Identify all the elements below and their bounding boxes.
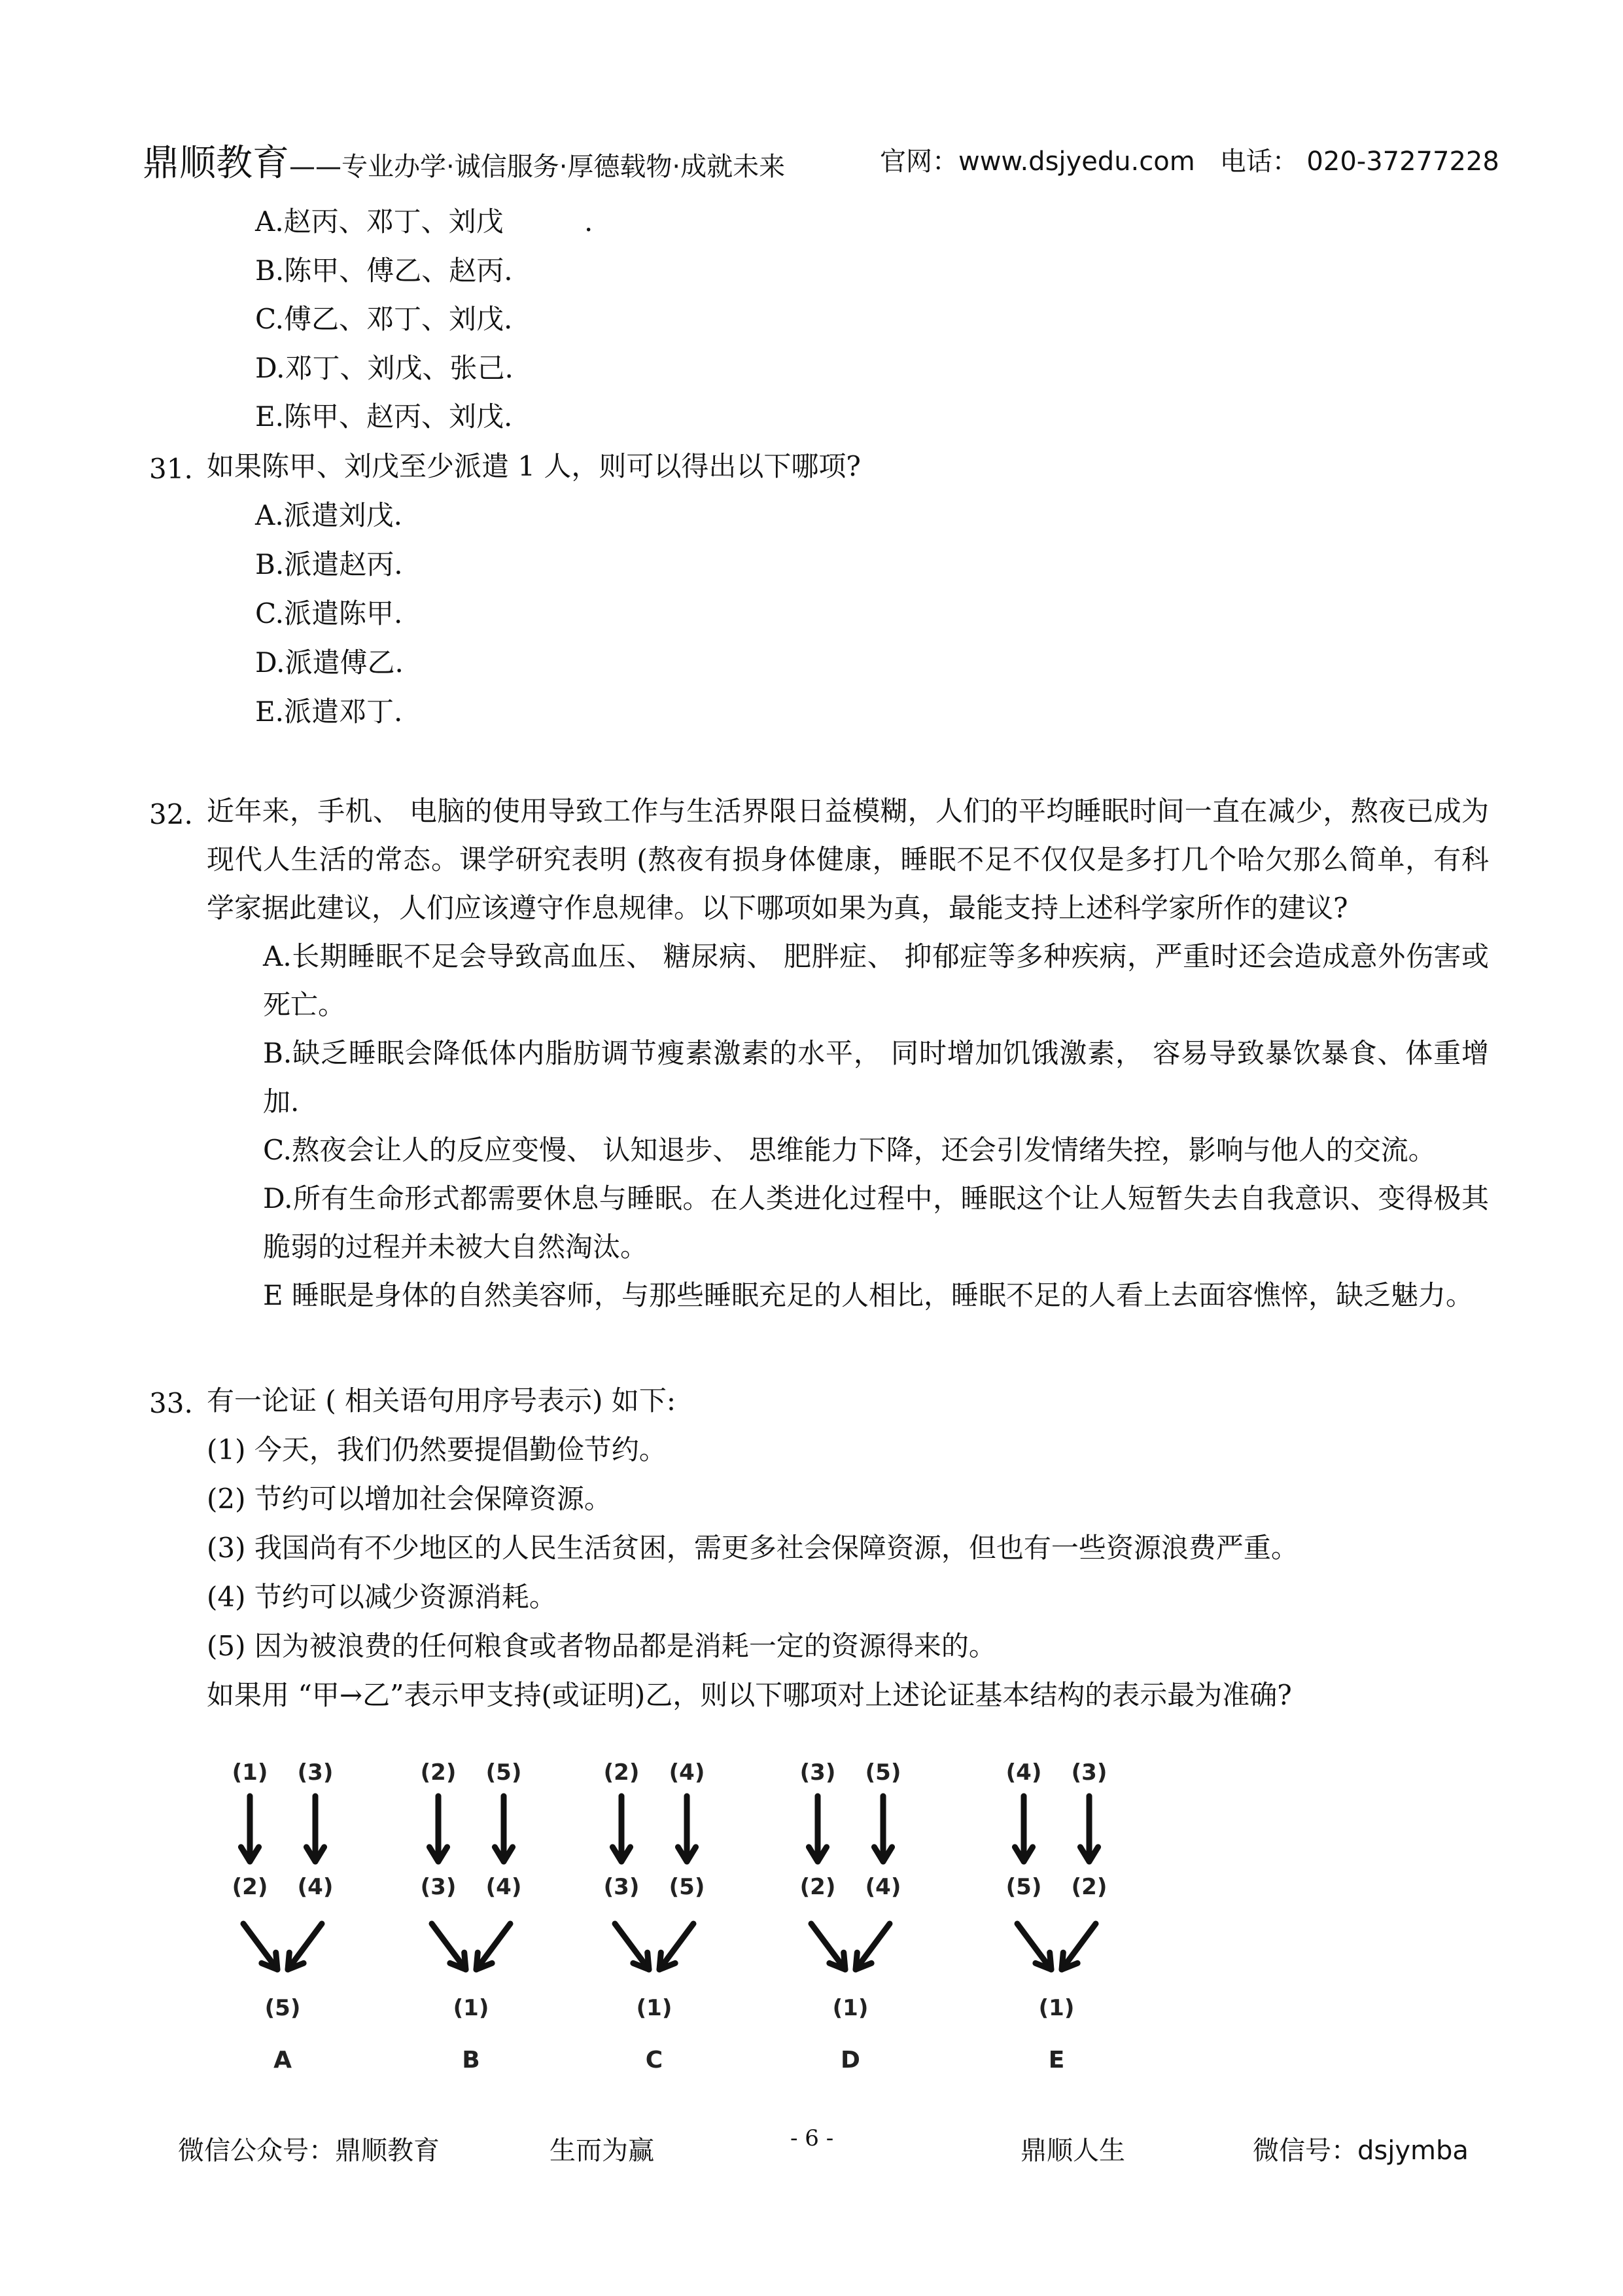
phone-text: 电话： 020-37277228 — [1219, 147, 1499, 177]
diagram-e-mid-right: (2) — [1071, 1874, 1108, 1900]
diagram-b-mid-right: (4) — [485, 1874, 522, 1900]
diagram-a-converge-arrow-right — [288, 1924, 322, 1969]
page-number: - 6 - — [790, 2125, 834, 2151]
diagram-d-converge-arrow-right — [856, 1924, 890, 1969]
diagram-b-bottom: (1) — [453, 1995, 489, 2021]
diagram-e-bottom: (1) — [1038, 1995, 1075, 2021]
diagram-b-top-right: (5) — [485, 1759, 522, 1786]
q31-option-b: B.派遣赵丙. — [255, 548, 403, 580]
q33-diagram-figure — [196, 1734, 1178, 2087]
diagram-d-top-right: (5) — [865, 1759, 901, 1786]
header-brand — [143, 134, 785, 186]
q31-option-c: C.派遣陈甲. — [255, 597, 403, 629]
diagram-e-mid-left: (5) — [1005, 1874, 1042, 1900]
diagram-b-converge-arrow-left — [432, 1924, 466, 1969]
diagram-d-letter: D — [841, 2047, 860, 2074]
diagram-a-letter: A — [273, 2047, 292, 2074]
diagram-b-letter: B — [462, 2047, 480, 2074]
q31-number: 31. — [149, 453, 193, 485]
q32-option-b: B.缺乏睡眠会降低体内脂肪调节瘦素激素的水平， 同时增加饥饿激素， 容易导致暴饮暴食、体重增加. — [263, 1037, 1489, 1118]
diagram-a-down-arrow-left — [241, 1796, 258, 1862]
q31-option-d: D.派遣傅乙. — [255, 646, 404, 679]
diagram-c-letter: C — [645, 2047, 663, 2074]
q33-statement-4: (4) 节约可以减少资源消耗。 — [207, 1581, 557, 1613]
q33-statement-5: (5) 因为被浪费的任何粮食或者物品都是消耗一定的资源得来的。 — [207, 1630, 996, 1662]
diagram-b-top-left: (2) — [420, 1759, 457, 1786]
q33-number: 33. — [149, 1387, 193, 1419]
diagram-c-top-right: (4) — [669, 1759, 705, 1786]
diagram-e-top-right: (3) — [1071, 1759, 1108, 1786]
diagram-c-down-arrow-left — [612, 1796, 630, 1862]
q32-option-c: C.熬夜会让人的反应变慢、 认知退步、 思维能力下降，还会引发情绪失控，影响与他人的交流。 — [263, 1134, 1436, 1166]
q32-option-a: A.长期睡眠不足会导致高血压、 糖尿病、 肥胖症、 抑郁症等多种疾病，严重时还会造成意外伤害或死亡。 — [263, 940, 1489, 1021]
diagram-e-down-arrow-left — [1015, 1796, 1032, 1862]
website-text: 官网：www.dsjyedu.com — [880, 147, 1195, 177]
q32-option-d: D.所有生命形式都需要休息与睡眠。在人类进化过程中，睡眠这个让人短暂失去自我意识、变得极其脆弱的过程并未被大自然淘汰。 — [263, 1182, 1489, 1263]
diagram-a-top-right: (3) — [297, 1759, 334, 1786]
header-contact — [880, 141, 1499, 178]
brand-slogan: ——专业办学·诚信服务·厚德载物·成就未来 — [289, 152, 786, 182]
diagram-e-down-arrow-right — [1080, 1796, 1098, 1862]
q30-option-e: E.陈甲、赵丙、刘戊. — [255, 400, 513, 433]
q33-question: 如果用 “甲→乙”表示甲支持(或证明)乙，则以下哪项对上述论证基本结构的表示最为准确? — [207, 1679, 1292, 1711]
q31-option-e: E.派遣邓丁. — [255, 696, 403, 728]
footer-motto: 生而为赢 — [550, 2136, 654, 2166]
diagram-e-converge-arrow-left — [1017, 1924, 1051, 1969]
q30-option-c: C.傅乙、邓丁、刘戊. — [255, 303, 513, 335]
q33-statement-3: (3) 我国尚有不少地区的人民生活贫困，需更多社会保障资源，但也有一些资源浪费严重。 — [207, 1532, 1299, 1564]
diagram-c-bottom: (1) — [636, 1995, 672, 2021]
diagram-c-down-arrow-right — [678, 1796, 695, 1862]
footer-life: 鼎顺人生 — [1021, 2136, 1125, 2166]
brand-name: 鼎顺教育 — [143, 142, 289, 185]
diagram-e-letter: E — [1048, 2047, 1065, 2074]
diagram-d-bottom: (1) — [832, 1995, 869, 2021]
diagram-e-top-left: (4) — [1005, 1759, 1042, 1786]
q33-statement-1: (1) 今天，我们仍然要提倡勤俭节约。 — [207, 1434, 667, 1466]
diagram-c-top-left: (2) — [603, 1759, 640, 1786]
diagram-a-down-arrow-right — [306, 1796, 324, 1862]
diagram-c-converge-arrow-left — [615, 1924, 649, 1969]
diagram-a-top-left: (1) — [232, 1759, 268, 1786]
diagram-d-converge-arrow-left — [811, 1924, 845, 1969]
diagram-c-converge-arrow-right — [659, 1924, 693, 1969]
diagram-b-down-arrow-left — [429, 1796, 447, 1862]
diagram-a-bottom: (5) — [264, 1995, 301, 2021]
diagram-d-mid-left: (2) — [799, 1874, 836, 1900]
q33-diagrams — [196, 1734, 1178, 2087]
q31-stem: 如果陈甲、刘戊至少派遣 1 人，则可以得出以下哪项? — [207, 450, 861, 482]
diagram-d-down-arrow-right — [874, 1796, 892, 1862]
diagram-b-mid-left: (3) — [420, 1874, 457, 1900]
q33-statement-2: (2) 节约可以增加社会保障资源。 — [207, 1483, 612, 1515]
diagram-a-converge-arrow-left — [243, 1924, 277, 1969]
q33-stem: 有一论证 ( 相关语句用序号表示) 如下: — [207, 1385, 676, 1417]
diagram-c-mid-left: (3) — [603, 1874, 640, 1900]
diagram-b-converge-arrow-right — [476, 1924, 510, 1969]
q32-option-e: E 睡眠是身体的自然美容师，与那些睡眠充足的人相比，睡眠不足的人看上去面容憔悴，缺乏魅力。 — [263, 1279, 1474, 1311]
q30-option-a: A.赵丙、邓丁、刘戊 — [255, 205, 504, 238]
diagram-d-down-arrow-left — [809, 1796, 826, 1862]
q32-number: 32. — [149, 798, 193, 830]
q32-stem: 近年来，手机、 电脑的使用导致工作与生活界限日益模糊，人们的平均睡眠时间一直在减少，熬夜已成为现代人生活的常态。课学研究表明 (熬夜有损身体健康，睡眠不足不仅仅是多打几个哈欠那么简单，有科学家据此建议，人们应该遵守作息规律。以下哪项如果为真，最能支持上述科学家所作的建议? — [207, 795, 1489, 924]
diagram-b-down-arrow-right — [495, 1796, 512, 1862]
diagram-d-mid-right: (4) — [865, 1874, 901, 1900]
q30-stray-mark: . — [584, 205, 593, 238]
footer-wechat-public: 微信公众号：鼎顺教育 — [178, 2136, 440, 2166]
q30-option-b: B.陈甲、傅乙、赵丙. — [255, 255, 513, 287]
footer-wechat-id: 微信号：dsjymba — [1253, 2136, 1469, 2166]
diagram-d-top-left: (3) — [799, 1759, 836, 1786]
q30-option-d: D.邓丁、刘戊、张己. — [255, 352, 514, 384]
diagram-a-mid-right: (4) — [297, 1874, 334, 1900]
diagram-c-mid-right: (5) — [669, 1874, 705, 1900]
diagram-e-converge-arrow-right — [1062, 1924, 1096, 1969]
diagram-a-mid-left: (2) — [232, 1874, 268, 1900]
q31-option-a: A.派遣刘戊. — [255, 499, 403, 531]
